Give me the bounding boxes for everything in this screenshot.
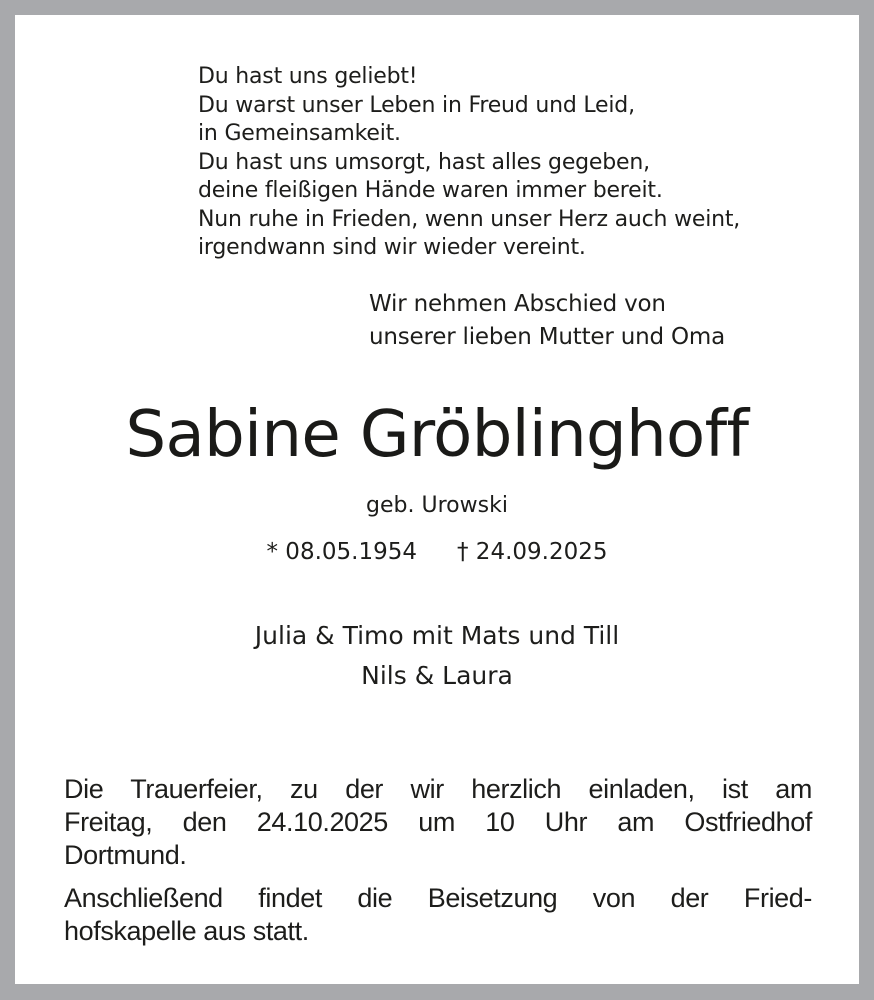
obituary-notice [15, 15, 859, 984]
poem-line: in Gemeinsamkeit. [198, 121, 401, 146]
poem-line: Nun ruhe in Frieden, wenn unser Herz auch weint, [198, 206, 741, 232]
death-date: † 24.09.2025 [457, 539, 608, 565]
birth-date: * 08.05.1954 [266, 539, 417, 565]
burial-line: Anschließend findet die Beisetzung von der Fried- [64, 883, 812, 913]
farewell-statement [369, 288, 725, 354]
birth-name: geb. Urowski [366, 493, 508, 518]
family-line: Julia & Timo mit Mats und Till [254, 621, 620, 650]
service-line: Die Trauerfeier, zu der wir herzlich einladen, ist am [64, 774, 812, 804]
poem-line: Du hast uns umsorgt, hast alles gegeben, [198, 149, 650, 175]
poem-line: irgendwann sind wir wieder vereint. [198, 235, 586, 260]
poem-line: deine fleißigen Hände waren immer bereit. [198, 178, 663, 203]
service-line: Freitag, den 24.10.2025 um 10 Uhr am Ostfriedhof [64, 807, 812, 837]
family-line: Nils & Laura [361, 661, 513, 690]
deceased-name: Sabine Gröblinghoff [125, 398, 749, 472]
funeral-service-info [64, 773, 812, 872]
poem-line: Du hast uns geliebt! [198, 64, 418, 89]
service-line: Dortmund. [64, 840, 187, 870]
farewell-line: unserer lieben Mutter und Oma [369, 324, 725, 350]
burial-line: hofskapelle aus statt. [64, 916, 309, 946]
poem-line: Du warst unser Leben in Freud und Leid, [198, 92, 635, 118]
family-signatures [15, 616, 859, 696]
poem [198, 63, 740, 263]
farewell-line: Wir nehmen Abschied von [369, 291, 666, 317]
life-dates [15, 536, 859, 568]
burial-info [64, 882, 812, 948]
